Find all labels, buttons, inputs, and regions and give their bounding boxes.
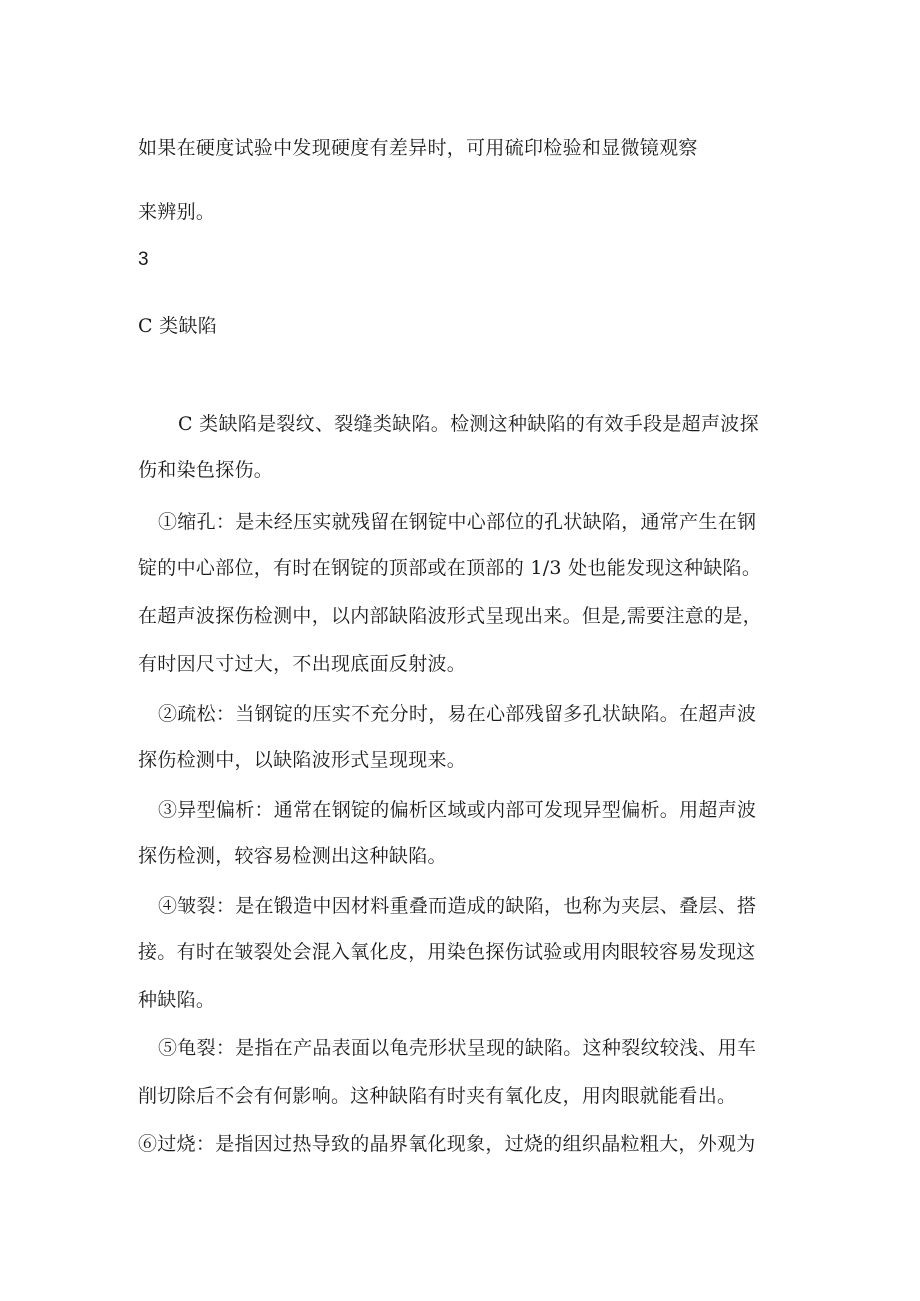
- paragraph-line-14: 探伤检测，较容易检测出这种缺陷。: [138, 845, 447, 867]
- paragraph-line-16: 接。有时在皱裂处会混入氧化皮，用染色探伤试验或用肉眼较容易发现这: [138, 941, 756, 963]
- paragraph-line-8: 锭的中心部位，有时在钢锭的顶部或在顶部的 1/3 处也能发现这种缺陷。: [138, 557, 762, 579]
- paragraph-line-6: 伤和染色探伤。: [138, 459, 274, 481]
- paragraph-line-9: 在超声波探伤检测中，以内部缺陷波形式呈现出来。但是,需要注意的是，: [138, 605, 762, 627]
- paragraph-line-1: 如果在硬度试验中发现硬度有差异时，可用硫印检验和显微镜观察: [138, 137, 698, 159]
- paragraph-line-20: ⑥过烧：是指因过热导致的晶界氧化现象，过烧的组织晶粒粗大，外观为: [138, 1133, 756, 1155]
- paragraph-line-18: ⑤龟裂：是指在产品表面以龟壳形状呈现的缺陷。这种裂纹较浅、用车: [158, 1037, 757, 1059]
- paragraph-line-13: ③异型偏析：通常在钢锭的偏析区域或内部可发现异型偏析。用超声波: [158, 799, 757, 821]
- section-heading: C 类缺陷: [138, 315, 218, 337]
- paragraph-line-12: 探伤检测中，以缺陷波形式呈现现来。: [138, 749, 467, 771]
- paragraph-line-5: C 类缺陷是裂纹、裂缝类缺陷。检测这种缺陷的有效手段是超声波探: [178, 413, 759, 435]
- paragraph-line-2: 来辨别。: [138, 201, 216, 223]
- paragraph-line-7: ①缩孔：是未经压实就残留在钢锭中心部位的孔状缺陷，通常产生在钢: [158, 511, 757, 533]
- paragraph-line-10: 有时因尺寸过大，不出现底面反射波。: [138, 653, 467, 675]
- paragraph-line-11: ②疏松：当钢锭的压实不充分时，易在心部残留多孔状缺陷。在超声波: [158, 703, 757, 725]
- paragraph-line-17: 种缺陷。: [138, 989, 216, 1011]
- section-number: 3: [138, 249, 149, 270]
- paragraph-line-15: ④皱裂：是在锻造中因材料重叠而造成的缺陷，也称为夹层、叠层、搭: [158, 895, 757, 917]
- paragraph-line-19: 削切除后不会有何影响。这种缺陷有时夹有氧化皮，用肉眼就能看出。: [138, 1085, 737, 1107]
